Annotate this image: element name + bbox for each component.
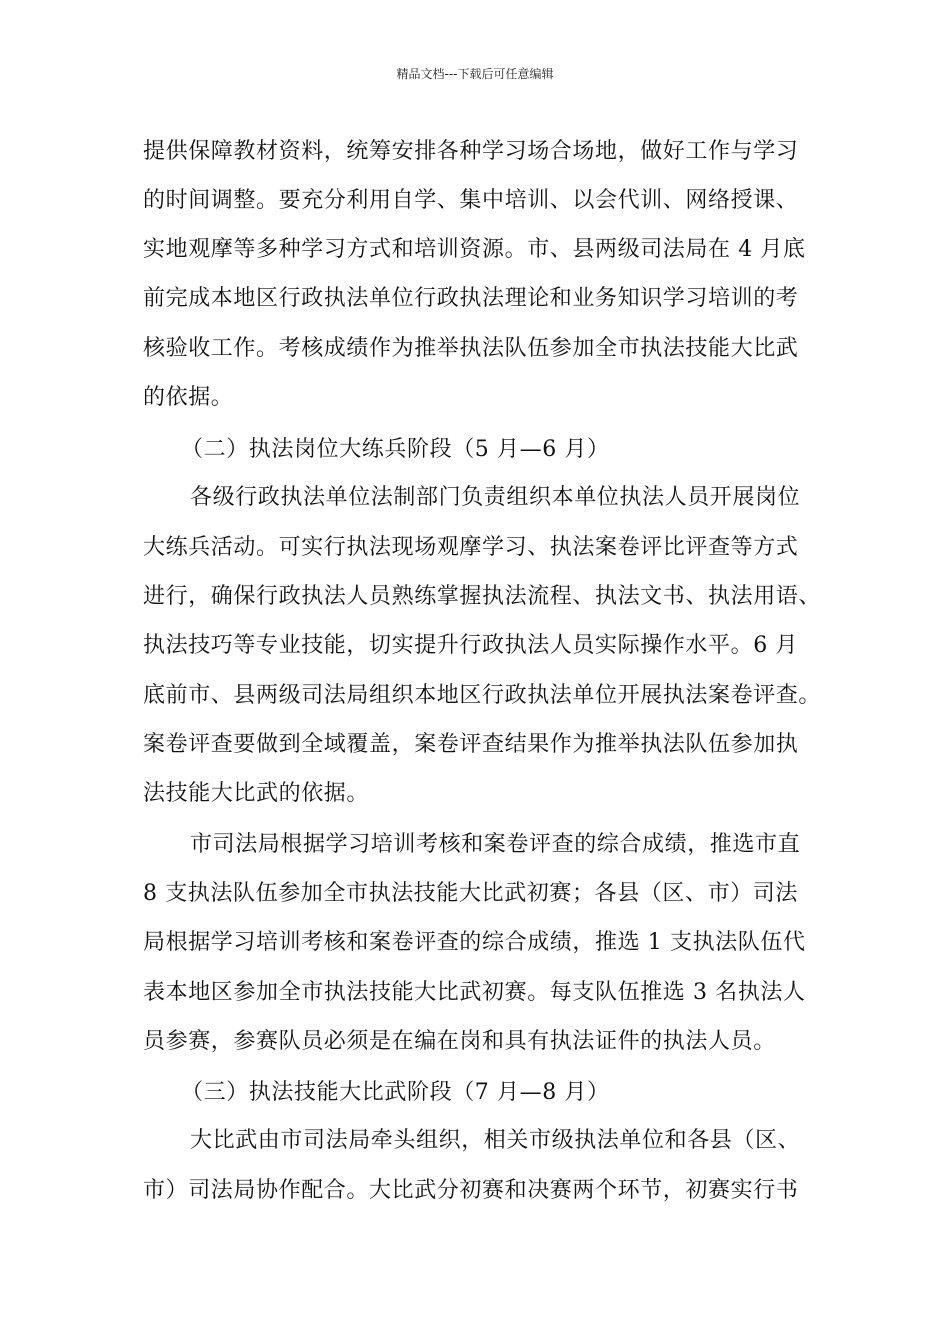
text-line: 前完成本地区行政执法单位行政执法理论和业务知识学习培训的考	[143, 286, 799, 311]
text-line: 的时间调整。要充分利用自学、集中培训、以会代训、网络授课、	[143, 188, 799, 213]
text-line: 市司法局根据学习培训考核和案卷评查的综合成绩，推选市直	[190, 832, 801, 857]
text-line: 进行，确保行政执法人员熟练掌握执法流程、执法文书、执法用语、	[143, 584, 822, 609]
text-line: 局根据学习培训考核和案卷评查的综合成绩，推选 1 支执法队伍代	[143, 930, 806, 955]
text-line: 8 支执法队伍参加全市执法技能大比武初赛；各县（区、市）司法	[143, 881, 798, 906]
text-line: 的依据。	[143, 385, 234, 410]
text-line: 员参赛，参赛队员必须是在编在岗和具有执法证件的执法人员。	[143, 1029, 776, 1054]
text-line: 核验收工作。考核成绩作为推举执法队伍参加全市执法技能大比武	[143, 336, 799, 361]
text-line: 提供保障教材资料，统筹安排各种学习场合场地，做好工作与学习	[143, 139, 799, 164]
section-heading: （二）执法岗位大练兵阶段（5 月—6 月）	[181, 437, 610, 462]
text-line: 各级行政执法单位法制部门负责组织本单位执法人员开展岗位	[190, 485, 801, 510]
text-line: 市）司法局协作配合。大比武分初赛和决赛两个环节，初赛实行书	[143, 1178, 799, 1203]
text-line: 实地观摩等多种学习方式和培训资源。市、县两级司法局在 4 月底	[143, 237, 806, 262]
text-line: 底前市、县两级司法局组织本地区行政执法单位开展执法案卷评查。	[143, 683, 822, 708]
text-line: 大练兵活动。可实行执法现场观摩学习、执法案卷评比评查等方式	[143, 535, 799, 560]
text-line: 大比武由市司法局牵头组织，相关市级执法单位和各县（区、	[190, 1128, 801, 1153]
text-line: 执法技巧等专业技能，切实提升行政执法人员实际操作水平。6 月	[143, 633, 798, 658]
text-line: 案卷评查要做到全域覆盖，案卷评查结果作为推举执法队伍参加执	[143, 732, 799, 757]
text-line: 法技能大比武的依据。	[143, 781, 370, 806]
section-heading: （三）执法技能大比武阶段（7 月—8 月）	[181, 1080, 610, 1105]
page-header-watermark: 精品文档---下载后可任意编辑	[396, 67, 554, 81]
text-line: 表本地区参加全市执法技能大比武初赛。每支队伍推选 3 名执法人	[143, 980, 806, 1005]
